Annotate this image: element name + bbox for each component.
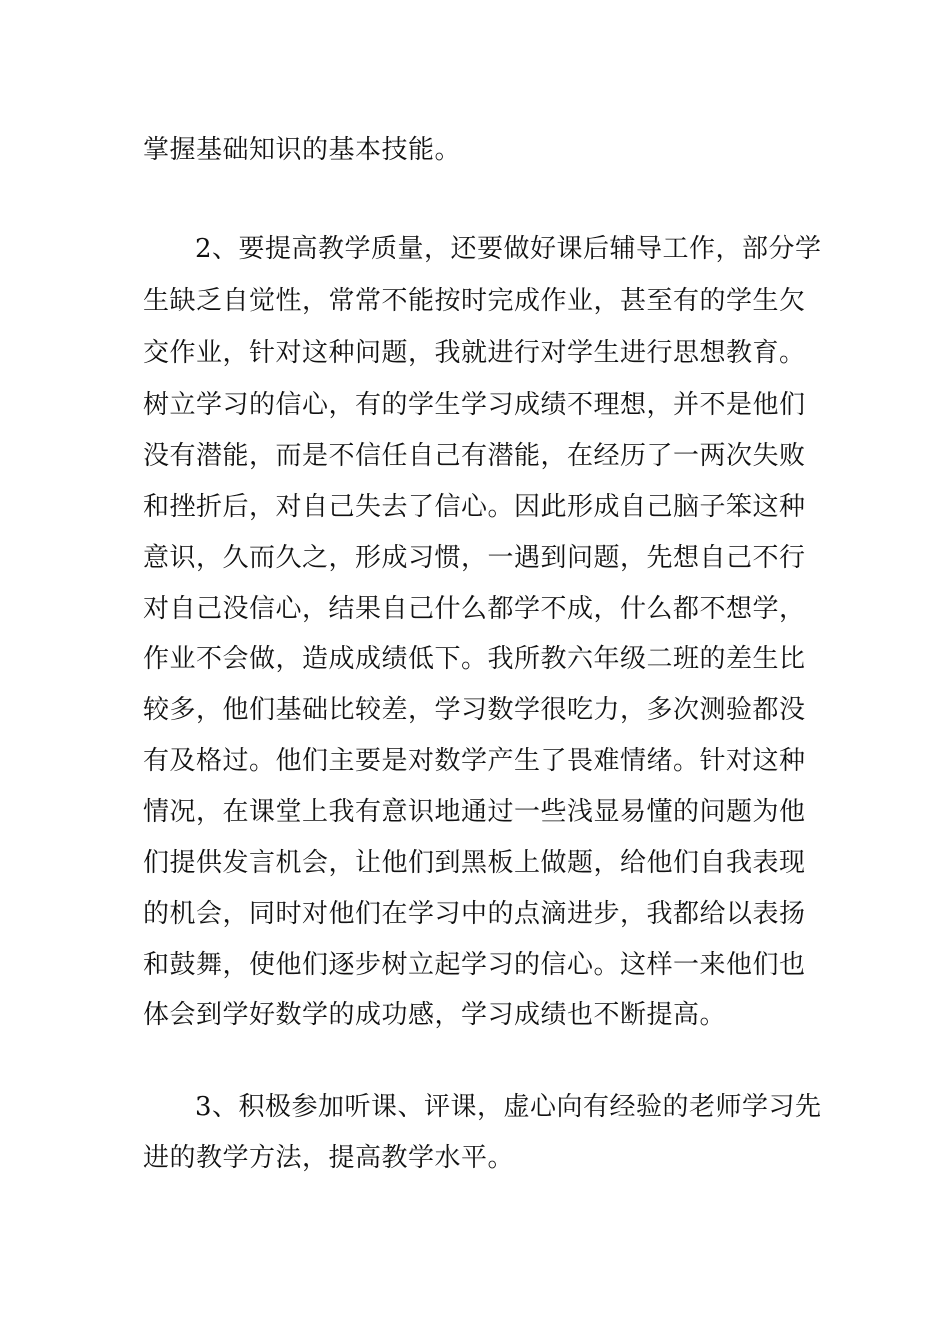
paragraph-2-line-12: 情况，在课堂上我有意识地通过一些浅显易懂的问题为他	[143, 797, 806, 827]
paragraph-2-line-7: 意识，久而久之，形成习惯，一遇到问题，先想自己不行	[143, 543, 806, 573]
paragraph-2-line-5: 没有潜能，而是不信任自己有潜能，在经历了一两次失败	[143, 441, 806, 471]
paragraph-2-line-3: 交作业，针对这种问题，我就进行对学生进行思想教育。	[143, 338, 806, 368]
paragraph-2-line-13: 们提供发言机会，让他们到黑板上做题，给他们自我表现	[143, 848, 806, 878]
paragraph-3-line-2: 进的教学方法，提高教学水平。	[143, 1143, 515, 1173]
paragraph-2-line-8: 对自己没信心，结果自己什么都学不成，什么都不想学，	[143, 594, 806, 624]
paragraph-2-line-15: 和鼓舞，使他们逐步树立起学习的信心。这样一来他们也	[143, 950, 806, 980]
paragraph-2-line-16: 体会到学好数学的成功感，学习成绩也不断提高。	[143, 1000, 727, 1030]
paragraph-2-line-2: 生缺乏自觉性，常常不能按时完成作业，甚至有的学生欠	[143, 286, 806, 316]
paragraph-2-line-11: 有及格过。他们主要是对数学产生了畏难情绪。针对这种	[143, 746, 806, 776]
paragraph-2-line-14: 的机会，同时对他们在学习中的点滴进步，我都给以表扬	[143, 899, 806, 929]
paragraph-2-line-6: 和挫折后，对自己失去了信心。因此形成自己脑子笨这种	[143, 492, 806, 522]
paragraph-1-line-1: 掌握基础知识的基本技能。	[143, 135, 462, 165]
paragraph-2-line-10: 较多，他们基础比较差，学习数学很吃力，多次测验都没	[143, 695, 806, 725]
paragraph-2-line-4: 树立学习的信心，有的学生学习成绩不理想，并不是他们	[143, 390, 806, 420]
paragraph-3-line-1: 3、积极参加听课、评课，虚心向有经验的老师学习先	[195, 1092, 822, 1122]
paragraph-2-line-9: 作业不会做，造成成绩低下。我所教六年级二班的差生比	[143, 644, 806, 674]
paragraph-2-line-1: 2、要提高教学质量，还要做好课后辅导工作，部分学	[195, 234, 822, 264]
